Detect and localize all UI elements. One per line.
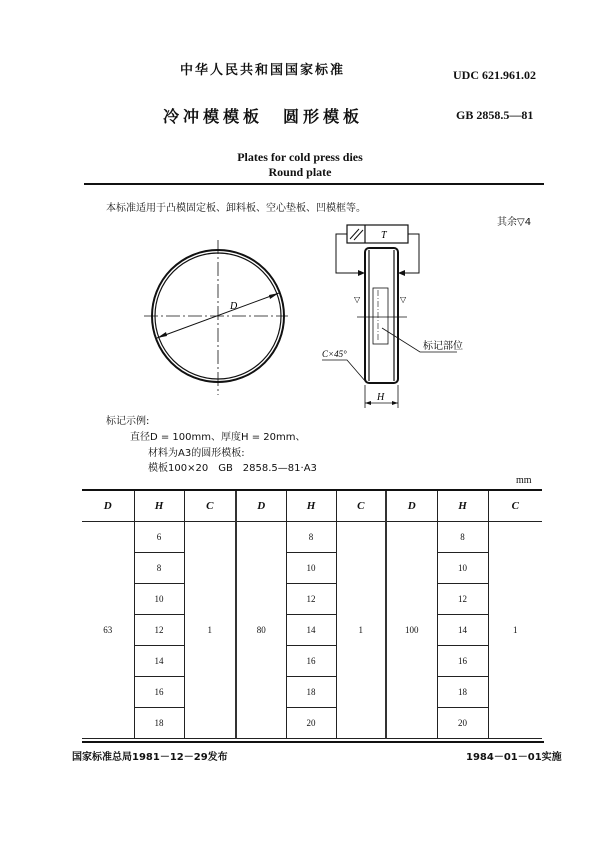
table-row — [82, 615, 542, 646]
title-en-line2: Round plate — [268, 165, 332, 179]
cell-H: 18 — [437, 677, 488, 708]
table-row — [82, 708, 542, 739]
cell-H: 12 — [286, 584, 336, 615]
table-row — [82, 646, 542, 677]
marking-example-line3: 模板100×20 GB 2858.5—81·A3 — [148, 463, 317, 474]
scope-text: 本标准适用于凸模固定板、卸料板、空心垫板、凹模框等。 — [106, 203, 366, 214]
cell-H: 14 — [437, 615, 488, 646]
cell-D: 80 — [236, 522, 286, 739]
cell-C: 1 — [184, 522, 236, 739]
cell-H: 8 — [286, 522, 336, 553]
cell-H: 14 — [286, 615, 336, 646]
cell-C: 1 — [336, 522, 386, 739]
header-C-3: C — [488, 490, 542, 522]
roughness-note: 其余▽4 — [497, 217, 532, 228]
surface-finish-left: ▽ — [354, 295, 361, 304]
diameter-label: D — [230, 301, 238, 312]
marking-example-line2: 材料为A3的圆形模板: — [148, 448, 245, 459]
top-divider — [84, 183, 544, 185]
header-H-1: H — [134, 490, 184, 522]
document-title-cn: 冷冲模模板 圆形模板 — [163, 107, 364, 126]
cell-H: 14 — [134, 646, 184, 677]
standard-number: GB 2858.5—81 — [456, 108, 534, 122]
cell-H: 20 — [286, 708, 336, 739]
header-D-2: D — [236, 490, 286, 522]
cell-H: 16 — [134, 677, 184, 708]
cell-D: 100 — [386, 522, 437, 739]
table-row — [82, 677, 542, 708]
header-C-1: C — [184, 490, 236, 522]
cell-H: 8 — [437, 522, 488, 553]
table-row — [82, 553, 542, 584]
issue-date: 国家标准总局1981－12－29发布 — [72, 752, 228, 763]
cell-H: 10 — [286, 553, 336, 584]
unit-label: mm — [516, 475, 532, 486]
cell-C: 1 — [488, 522, 542, 739]
cell-H: 6 — [134, 522, 184, 553]
udc-code: UDC 621.961.02 — [453, 68, 536, 82]
marking-example-line1: 直径D = 100mm、厚度H = 20mm、 — [130, 432, 306, 443]
cell-H: 18 — [134, 708, 184, 739]
dimensions-table — [82, 489, 542, 739]
header-C-2: C — [336, 490, 386, 522]
cell-H: 20 — [437, 708, 488, 739]
header-D-1: D — [82, 490, 134, 522]
cell-D: 63 — [82, 522, 134, 739]
cell-H: 8 — [134, 553, 184, 584]
issuing-country-standard: 中华人民共和国国家标准 — [180, 63, 346, 78]
chamfer-label: C×45° — [322, 349, 347, 359]
bottom-divider — [82, 741, 544, 743]
table-row — [82, 522, 542, 553]
effective-date: 1984－01－01实施 — [466, 752, 562, 763]
title-en-line1: Plates for cold press dies — [237, 150, 363, 164]
surface-finish-right: ▽ — [400, 295, 407, 304]
cell-H: 12 — [437, 584, 488, 615]
header-H-2: H — [286, 490, 336, 522]
cell-H: 18 — [286, 677, 336, 708]
cell-H: 10 — [437, 553, 488, 584]
cell-H: 10 — [134, 584, 184, 615]
header-D-3: D — [386, 490, 437, 522]
table-header-row — [82, 490, 542, 522]
marking-example-heading: 标记示例: — [106, 416, 150, 427]
thickness-label: H — [377, 392, 385, 403]
table-row — [82, 584, 542, 615]
cell-H: 16 — [286, 646, 336, 677]
cell-H: 12 — [134, 615, 184, 646]
front-view-drawing — [140, 220, 300, 400]
tolerance-label: T — [381, 230, 387, 241]
mark-position-label: 标记部位 — [423, 341, 463, 352]
cell-H: 16 — [437, 646, 488, 677]
side-view-drawing — [310, 210, 490, 410]
header-H-3: H — [437, 490, 488, 522]
document-title-en — [0, 150, 600, 180]
